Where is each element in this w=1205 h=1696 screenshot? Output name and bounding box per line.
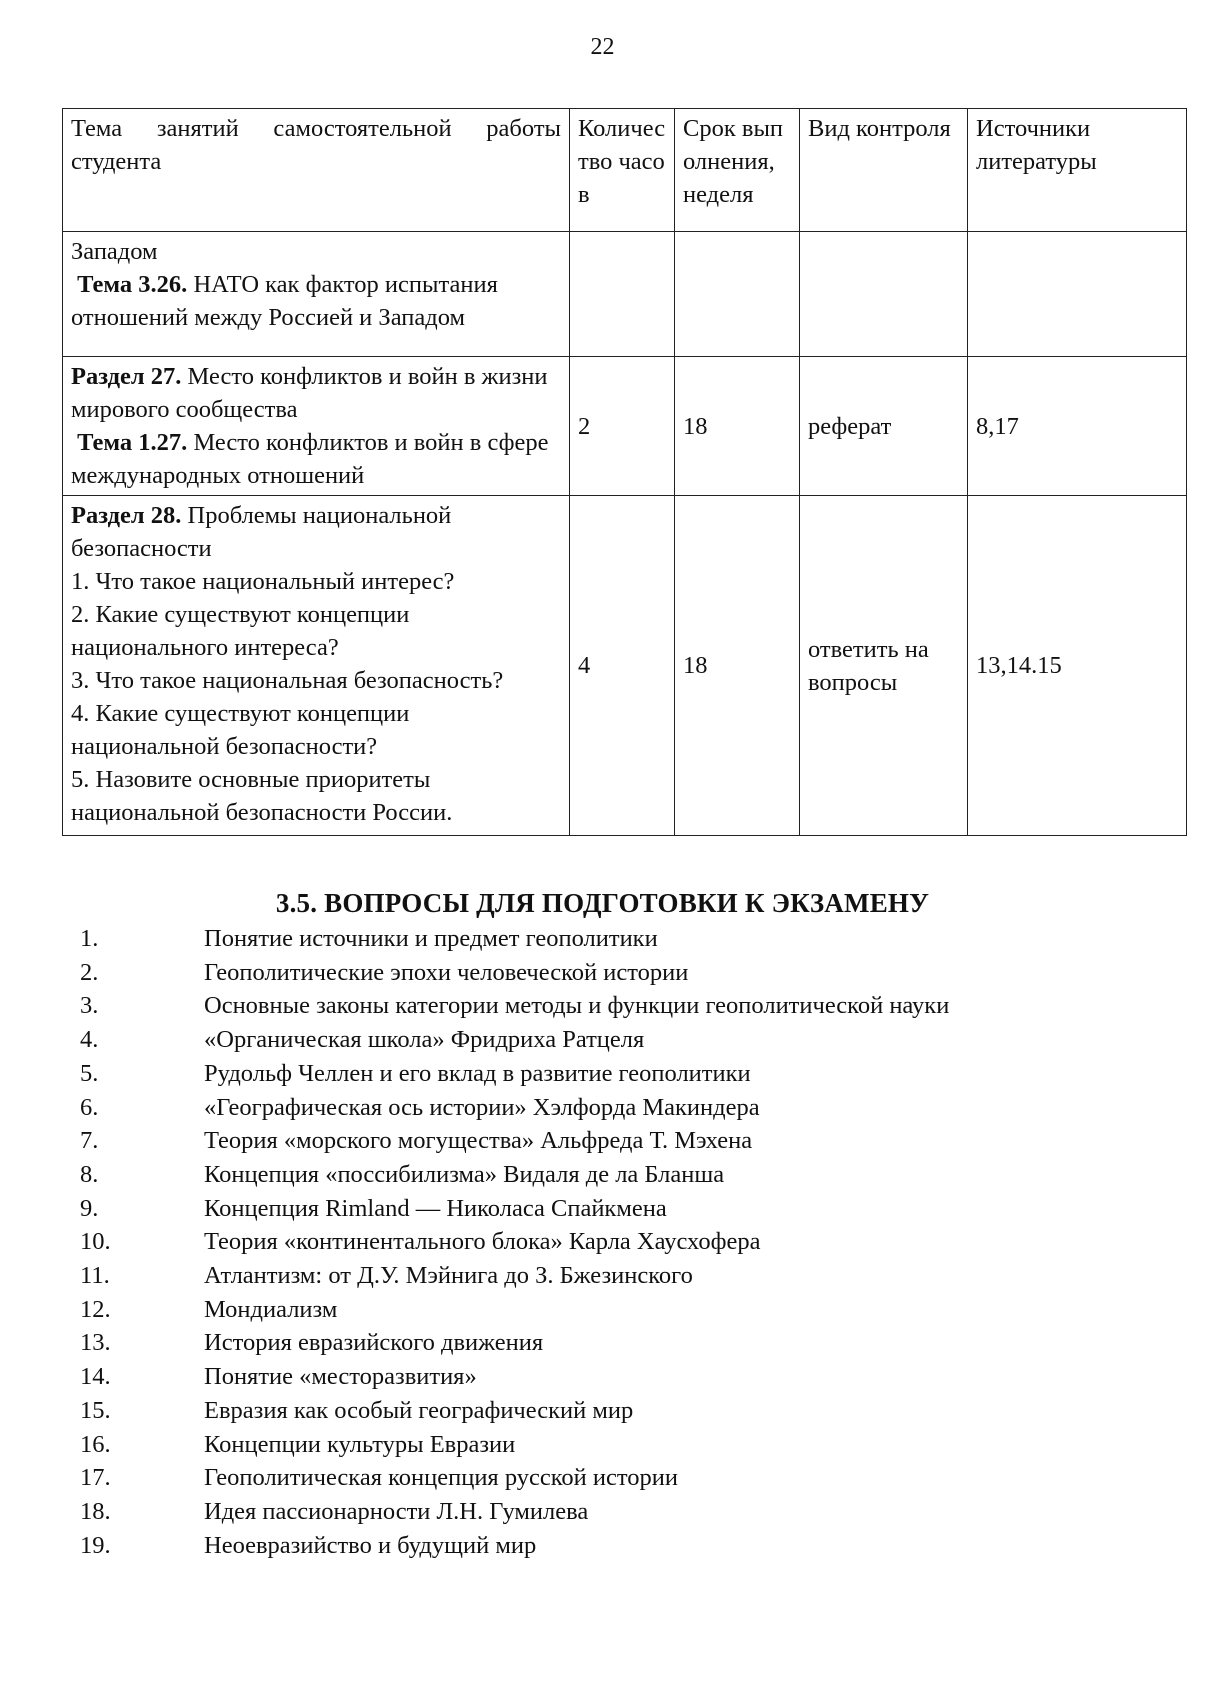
question-item: 1. Что такое национальный интерес? [71,568,455,595]
table-row [63,496,1187,836]
list-item [80,922,1190,956]
question-number: 1. [80,925,99,952]
table-row [63,232,1187,357]
question-text: Атлантизм: от Д.У. Мэйнига до З. Бжезинского [204,1262,693,1290]
question-number: 18. [80,1497,111,1525]
question-text: Евразия как особый географический мир [204,1396,634,1424]
question-number: 12. [80,1295,111,1323]
question-number: 19. [80,1531,111,1559]
section-text: Проблемы национальной безопасности [71,502,452,562]
table-header-row [63,109,1187,232]
sources-cell: 8,17 [968,357,1187,496]
section-description [71,499,561,565]
list-item [80,1360,1190,1394]
section-description [71,360,561,426]
question-number: 13. [80,1329,111,1357]
question-text: Идея пассионарности Л.Н. Гумилева [204,1497,589,1525]
question-number: 3. [80,992,99,1020]
list-item [80,1428,1190,1462]
header-topic: Тема занятий самостоятельной работы студента [63,109,570,232]
question-text: Геополитические эпохи человеческой истории [204,958,689,986]
header-hours: Количество часов [570,109,675,232]
list-item [80,956,1190,990]
question-number: 6. [80,1093,99,1121]
list-item [80,1293,1190,1327]
hours-cell [570,232,675,357]
topic-description [71,426,561,492]
exam-section-title: 3.5. ВОПРОСЫ ДЛЯ ПОДГОТОВКИ К ЭКЗАМЕНУ [275,888,930,918]
question-number: 16. [80,1430,111,1458]
question-number: 8. [80,1160,99,1188]
question-number: 11. [80,1262,110,1290]
deadline-cell: 18 [675,496,800,836]
list-item [80,1023,1190,1057]
question-item: 2. Какие существуют концепции национального интереса? [71,601,410,661]
question-item: 5. Назовите основные приоритеты национальной безопасности России. [71,766,453,826]
question-text: Геополитическая концепция русской истории [204,1464,678,1492]
list-item [80,1057,1190,1091]
question-number: 17. [80,1464,111,1492]
question-number: 7. [80,1127,99,1155]
page-number: 22 [590,34,615,60]
question-number: 15. [80,1396,111,1424]
section-number: Раздел 28. [71,502,182,529]
question-text: Рудольф Челлен и его вклад в развитие геополитики [204,1059,751,1087]
question-text: Теория «континентального блока» Карла Хаусхофера [204,1228,761,1256]
topic-continuation: Западом [71,238,158,265]
question-text: Понятие «месторазвития» [204,1363,477,1391]
question-number: 10. [80,1228,111,1256]
question-text: Концепция Rimland — Николаса Спайкмена [204,1194,667,1222]
list-item [80,989,1190,1023]
topic-cell [63,357,570,496]
question-text: «Географическая ось истории» Хэлфорда Макиндера [204,1093,760,1121]
list-item [80,1158,1190,1192]
list-item [80,1326,1190,1360]
section-text: Место конфликтов и войн в жизни мирового сообщества [71,363,548,423]
self-study-table [62,108,1187,836]
question-number: 14. [80,1363,111,1391]
control-cell [800,232,968,357]
header-control: Вид контроля [800,109,968,232]
topic-description [71,268,561,334]
topic-text: Место конфликтов и войн в сфере международных отношений [71,429,549,489]
question-number: 4. [80,1026,99,1054]
header-deadline: Срок выполнения, неделя [675,109,800,232]
question-text: Теория «морского могущества» Альфреда Т. Мэхена [204,1127,753,1155]
topic-number: Тема 1.27. [77,429,188,456]
table-row [63,357,1187,496]
list-item [80,1495,1190,1529]
question-text: «Органическая школа» Фридриха Ратцеля [204,1026,645,1054]
topic-cell [63,496,570,836]
question-number: 2. [80,958,99,986]
list-item [80,1124,1190,1158]
list-item [80,1259,1190,1293]
control-cell: ответить на вопросы [800,496,968,836]
section-number: Раздел 27. [71,363,182,390]
hours-cell: 2 [570,357,675,496]
deadline-cell: 18 [675,357,800,496]
question-text: Мондиализм [204,1295,338,1323]
question-text: Основные законы категории методы и функции геополитической науки [204,992,950,1020]
question-number: 5. [80,1059,99,1087]
header-sources: Источники литературы [968,109,1187,232]
question-text: Неоевразийство и будущий мир [204,1531,537,1559]
topic-cell [63,232,570,357]
topic-text: НАТО как фактор испытания отношений между Россией и Западом [71,271,498,331]
list-item [80,1225,1190,1259]
question-text: Понятие источники и предмет геополитики [204,925,658,952]
question-number: 9. [80,1194,99,1222]
hours-cell: 4 [570,496,675,836]
topic-number: Тема 3.26. [77,271,188,298]
list-item [80,1091,1190,1125]
question-text: Концепция «поссибилизма» Видаля де ла Бланша [204,1160,725,1188]
sources-cell [968,232,1187,357]
exam-questions-list [80,922,1190,1562]
list-item [80,1529,1190,1563]
question-text: История евразийского движения [204,1329,544,1357]
question-item: 3. Что такое национальная безопасность? [71,667,504,694]
control-cell: реферат [800,357,968,496]
question-item: 4. Какие существуют концепции национальной безопасности? [71,700,410,760]
list-item [80,1461,1190,1495]
list-item [80,1192,1190,1226]
question-text: Концепции культуры Евразии [204,1430,516,1458]
deadline-cell [675,232,800,357]
sources-cell: 13,14.15 [968,496,1187,836]
list-item [80,1394,1190,1428]
